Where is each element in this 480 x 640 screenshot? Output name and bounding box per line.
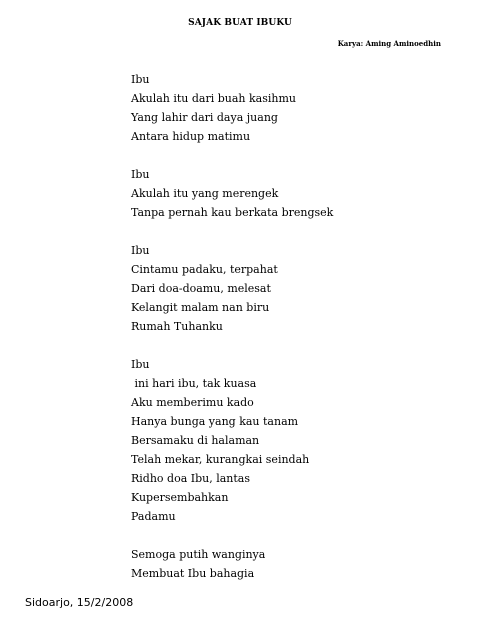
poem-line: Cintamu padaku, terpahat xyxy=(131,263,278,276)
stanza-3 xyxy=(131,241,333,336)
poem-line: Semoga putih wanginya xyxy=(131,548,266,561)
poem-line: Yang lahir dari daya juang xyxy=(131,111,278,124)
poem-line: Hanya bunga yang kau tanam xyxy=(131,415,299,428)
poem-line: Ibu xyxy=(131,73,150,86)
poem-author: Karya: Aming Aminoedhin xyxy=(337,39,441,48)
poem-line: Ibu xyxy=(131,244,150,257)
poem-line: Kelangit malam nan biru xyxy=(131,301,270,314)
poem-line: Ibu xyxy=(131,358,150,371)
poem-line: Tanpa pernah kau berkata brengsek xyxy=(131,206,334,219)
stanza-5 xyxy=(131,545,333,583)
poem-line: Padamu xyxy=(131,510,176,523)
poem-line: Ibu xyxy=(131,168,150,181)
poem-title: SAJAK BUAT IBUKU xyxy=(188,18,292,28)
poem-line: Kupersembahkan xyxy=(131,491,229,504)
stanza-1 xyxy=(131,70,333,146)
poem-body xyxy=(131,70,333,583)
poem-line: Dari doa-doamu, melesat xyxy=(131,282,271,295)
poem-line: Membuat Ibu bahagia xyxy=(131,567,255,580)
poem-line: Ridho doa Ibu, lantas xyxy=(131,472,251,485)
poem-line: Bersamaku di halaman xyxy=(131,434,260,447)
poem-line: Akulah itu yang merengek xyxy=(131,187,279,200)
poem-line: Rumah Tuhanku xyxy=(131,320,223,333)
stanza-4 xyxy=(131,355,333,526)
poem-line: Akulah itu dari buah kasihmu xyxy=(131,92,296,105)
poem-line: Aku memberimu kado xyxy=(131,396,254,409)
poem-line: ini hari ibu, tak kuasa xyxy=(131,377,257,390)
poem-line: Antara hidup matimu xyxy=(131,130,251,143)
poem-line: Telah mekar, kurangkai seindah xyxy=(131,453,310,466)
place-date-signoff: Sidoarjo, 15/2/2008 xyxy=(25,596,134,609)
stanza-2 xyxy=(131,165,333,222)
